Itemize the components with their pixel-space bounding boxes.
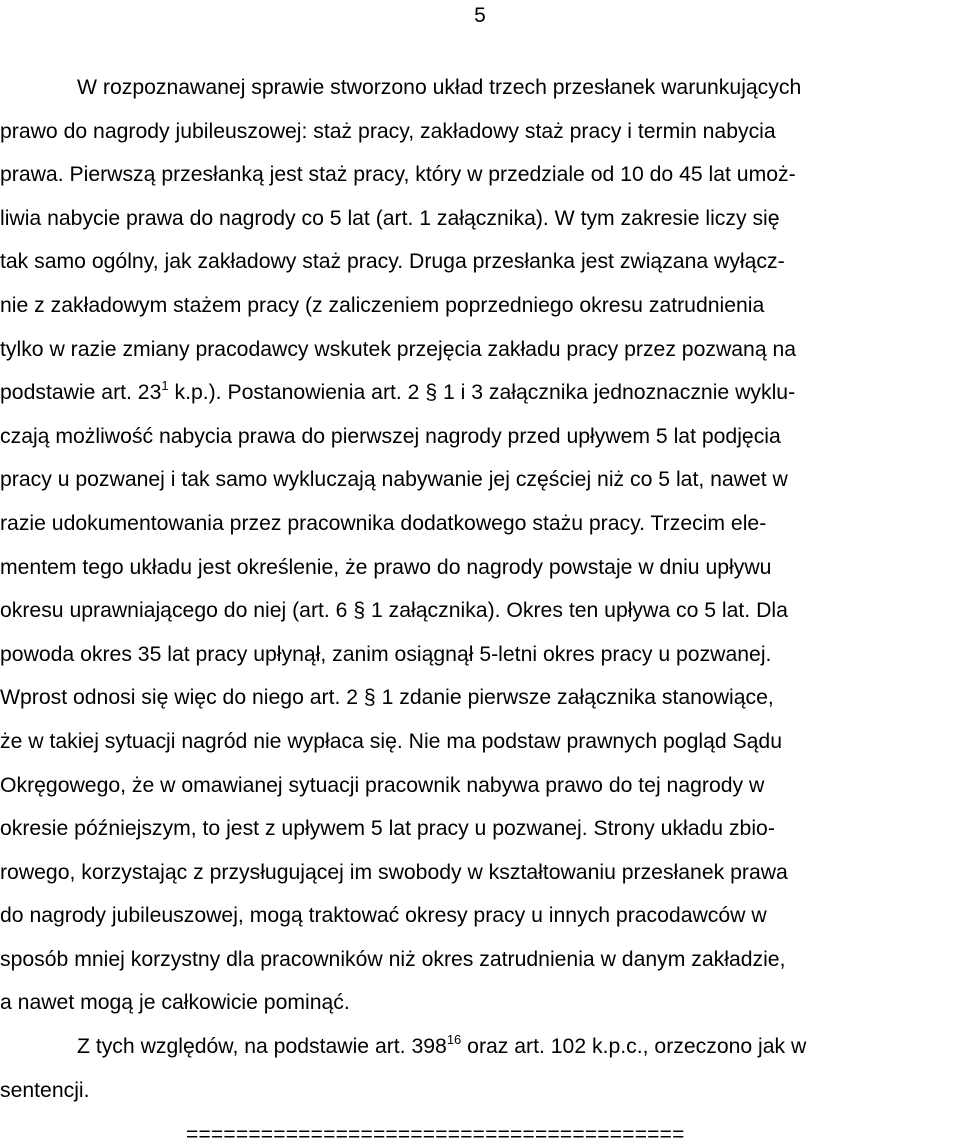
text-line	[0, 240, 960, 284]
text-line	[0, 720, 960, 764]
text-line	[0, 110, 960, 154]
text-line	[0, 502, 960, 546]
text-line	[0, 371, 960, 415]
document-body	[0, 66, 960, 1112]
line-text: liwia nabycie prawa do nagrody co 5 lat (art. 1 załącznika). W tym zakresie liczy się	[0, 206, 780, 230]
line-text: podstawie art. 23	[0, 381, 162, 405]
text-line	[0, 153, 960, 197]
text-line	[0, 894, 960, 938]
text-line	[0, 197, 960, 241]
line-text: Z tych względów, na podstawie art. 398	[77, 1035, 447, 1059]
text-line	[0, 676, 960, 720]
text-line	[0, 284, 960, 328]
superscript: 1	[161, 378, 169, 394]
line-text: Okręgowego, że w omawianej sytuacji pracownik nabywa prawo do tej nagrody w	[0, 773, 765, 797]
line-text: W rozpoznawanej sprawie stworzono układ trzech przesłanek warunkujących	[77, 76, 802, 99]
superscript: 16	[446, 1032, 462, 1048]
text-line	[0, 764, 960, 808]
line-text: nie z zakładowym stażem pracy (z zaliczeniem poprzedniego okresu zatrudnienia	[0, 293, 765, 317]
line-text: a nawet mogą je całkowicie pominąć.	[0, 991, 350, 1015]
text-line	[0, 458, 960, 502]
line-text: czają możliwość nabycia prawa do pierwszej nagrody przed upływem 5 lat podjęcia	[0, 424, 781, 448]
text-line	[0, 415, 960, 459]
text-line	[0, 807, 960, 851]
text-line	[0, 589, 960, 633]
line-text: tylko w razie zmiany pracodawcy wskutek przejęcia zakładu pracy przez pozwaną na	[0, 337, 797, 361]
line-text: razie udokumentowania przez pracownika dodatkowego stażu pracy. Trzecim ele-	[0, 511, 767, 535]
line-text: okresu uprawniającego do niej (art. 6 § 1 załącznika). Okres ten upływa co 5 lat. Dla	[0, 599, 788, 623]
line-text: rowego, korzystając z przysługującej im swobody w kształtowaniu przesłanek prawa	[0, 860, 788, 884]
text-line	[0, 851, 960, 895]
line-text: prawa. Pierwszą przesłanką jest staż pracy, który w przedziale od 10 do 45 lat umoż-	[0, 163, 796, 187]
line-text: tak samo ogólny, jak zakładowy staż pracy. Druga przesłanka jest związana wyłącz-	[0, 250, 785, 274]
line-text: do nagrody jubileuszowej, mogą traktować okresy pracy u innych pracodawców w	[0, 904, 767, 928]
text-line	[0, 1025, 960, 1069]
line-text: sentencji.	[0, 1078, 90, 1102]
line-text: okresie późniejszym, to jest z upływem 5 lat pracy u pozwanej. Strony układu zbio-	[0, 817, 775, 841]
text-line	[0, 328, 960, 372]
page-number: 5	[474, 4, 486, 27]
line-text-continuation: k.p.). Postanowienia art. 2 § 1 i 3 załącznika jednoznacznie wyklu-	[168, 381, 796, 405]
text-line	[0, 66, 960, 110]
end-separator: ========================================	[186, 1123, 685, 1146]
line-text: pracy u pozwanej i tak samo wykluczają nabywanie jej częściej niż co 5 lat, nawet w	[0, 468, 788, 492]
text-line	[0, 938, 960, 982]
line-text: sposób mniej korzystny dla pracowników niż okres zatrudnienia w danym zakładzie,	[0, 947, 786, 971]
text-line	[0, 546, 960, 590]
line-text: prawo do nagrody jubileuszowej: staż pracy, zakładowy staż pracy i termin nabycia	[0, 119, 776, 143]
line-text: że w takiej sytuacji nagród nie wypłaca się. Nie ma podstaw prawnych pogląd Sądu	[0, 729, 783, 753]
line-text-continuation: oraz art. 102 k.p.c., orzeczono jak w	[461, 1035, 807, 1059]
line-text: powoda okres 35 lat pracy upłynął, zanim osiągnął 5-letni okres pracy u pozwanej.	[0, 642, 772, 666]
line-text: Wprost odnosi się więc do niego art. 2 § 1 zdanie pierwsze załącznika stanowiące,	[0, 686, 774, 710]
line-text: mentem tego układu jest określenie, że prawo do nagrody powstaje w dniu upływu	[0, 555, 772, 579]
text-line	[0, 633, 960, 677]
text-line	[0, 981, 960, 1025]
text-line	[0, 1069, 960, 1113]
